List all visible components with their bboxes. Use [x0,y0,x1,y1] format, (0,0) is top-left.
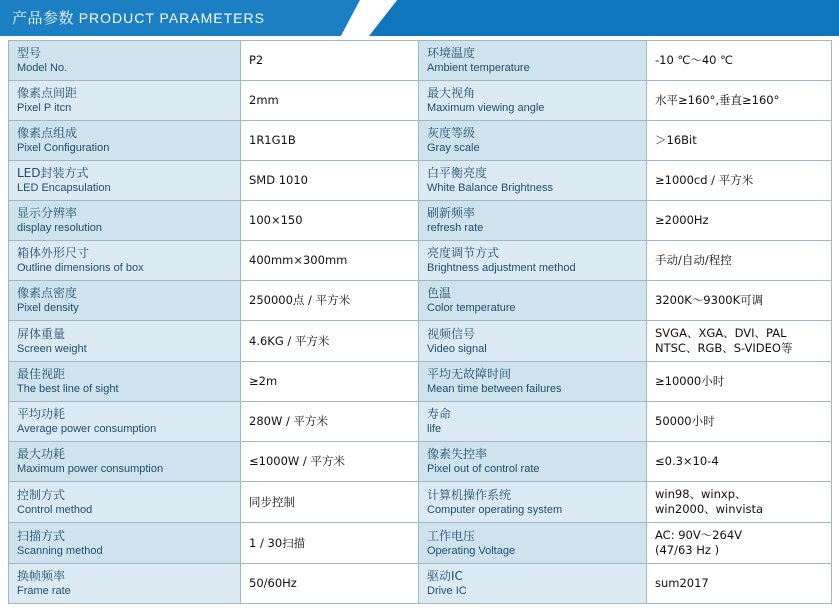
row-label-left-en: Pixel Configuration [17,142,110,154]
row-value-left-text: 250000点 / 平方米 [249,293,351,307]
row-value-right [647,523,832,564]
row-label-left-cn: 显示分辨率 [17,206,78,220]
row-value-left [241,482,419,523]
row-label-right-en: Mean time between failures [427,383,562,395]
row-label-left-cn: 像素点间距 [17,86,78,100]
row-value-right-text: 水平≥160°,垂直≥160° [655,93,780,107]
row-value-left [241,402,419,442]
row-value-left [241,121,419,161]
row-label-right-cn: 像素失控率 [427,447,488,461]
row-value-left [241,281,419,321]
row-label-left [9,281,241,321]
row-value-left [241,321,419,362]
row-label-left-en: Scanning method [17,544,103,557]
row-label-right-cn: 驱动IC [427,569,463,583]
row-value-right-text: 3200K～9300K可调 [655,293,764,307]
row-label-left-cn: LED封装方式 [17,166,89,180]
table-row [9,482,832,523]
row-label-left-en: Pixel P itcn [17,102,72,114]
row-value-left-text: 4.6KG / 平方米 [249,333,330,348]
row-label-left-cn: 屏体重量 [17,326,66,341]
row-label-left-cn: 箱体外形尺寸 [17,246,90,260]
page-title-cn: 产品参数 [12,9,75,27]
row-label-left [9,81,241,121]
row-value-left-text: SMD 1010 [249,173,308,187]
row-value-right [647,362,832,402]
row-value-right [647,161,832,201]
row-label-left [9,161,241,201]
row-label-left-en: The best line of sight [17,383,119,395]
row-label-right [419,564,647,604]
row-label-right [419,482,647,523]
row-value-left [241,362,419,402]
row-label-left [9,564,241,604]
table-row [9,241,832,281]
row-value-right [647,121,832,161]
row-label-right-en: Drive IC [427,585,467,597]
row-value-right-text-2: (47/63 Hz ) [655,543,720,557]
row-value-right [647,321,832,362]
row-value-left-text: 280W / 平方米 [249,414,329,428]
row-label-right [419,523,647,564]
row-label-right-en: Computer operating system [427,503,563,516]
row-value-left-text: 1R1G1B [249,133,296,147]
row-value-left [241,201,419,241]
table-row [9,402,832,442]
row-value-right-text: win98、winxp、 [655,487,747,501]
row-value-right-text: ≥1000cd / 平方米 [655,173,754,187]
row-label-left [9,201,241,241]
row-label-left-en: LED Encapsulation [17,182,111,194]
row-value-right [647,41,832,81]
row-value-right-text: -10 ℃～40 ℃ [655,53,734,67]
spec-table [8,40,832,604]
row-label-left-en: display resolution [17,222,102,234]
row-label-left [9,442,241,482]
row-label-left-cn: 换帧频率 [17,569,66,583]
row-value-left-text: ≤1000W / 平方米 [249,454,345,468]
table-row [9,121,832,161]
row-label-right [419,161,647,201]
row-label-right [419,442,647,482]
row-value-left-text: 同步控制 [249,494,295,509]
row-label-right-en: Operating Voltage [427,544,516,557]
row-label-left-en: Average power consumption [17,423,157,435]
row-label-left [9,482,241,523]
row-label-right-en: White Balance Brightness [427,182,553,194]
row-value-left-text: 1 / 30扫描 [249,535,306,550]
table-row [9,362,832,402]
row-label-left [9,321,241,362]
row-label-right-cn: 最大视角 [427,86,476,100]
row-value-right-text: 手动/自动/程控 [655,253,732,267]
row-label-right-cn: 工作电压 [427,528,476,543]
row-label-right-en: Gray scale [427,142,480,154]
row-value-right [647,281,832,321]
section-banner [0,0,839,36]
row-value-left [241,161,419,201]
row-label-right [419,321,647,362]
row-label-left-cn: 像素点组成 [17,126,78,140]
row-label-left-cn: 最大功耗 [17,447,66,461]
row-value-right [647,442,832,482]
banner-blue-right [369,0,839,36]
row-label-right-cn: 环境温度 [427,46,476,60]
row-label-left [9,402,241,442]
row-label-left-en: Screen weight [17,342,87,355]
row-label-left [9,362,241,402]
row-label-right-en: Brightness adjustment method [427,262,576,274]
row-label-right-cn: 色温 [427,286,452,300]
table-row [9,281,832,321]
row-label-right-en: Maximum viewing angle [427,102,545,114]
row-label-right-cn: 计算机操作系统 [427,487,512,502]
row-value-left [241,564,419,604]
row-value-right [647,81,832,121]
table-row [9,564,832,604]
row-label-right-cn: 亮度调节方式 [427,246,500,260]
table-row [9,81,832,121]
row-value-right-text: ＞16Bit [655,133,697,147]
row-value-left [241,442,419,482]
row-value-right-text: ≤0.3×10-4 [655,454,719,468]
table-row [9,201,832,241]
table-row [9,523,832,564]
row-label-right-en: life [427,423,442,435]
row-label-left-cn: 平均功耗 [17,407,66,421]
row-value-left-text: 400mm×300mm [249,253,348,267]
row-value-right [647,564,832,604]
row-value-right-text: sum2017 [655,576,709,590]
row-label-left-cn: 扫描方式 [17,528,66,543]
row-value-right-text: AC: 90V～264V [655,528,743,542]
spec-table-wrapper [0,36,839,604]
row-label-right [419,81,647,121]
row-label-right-cn: 视频信号 [427,326,476,341]
row-label-left-en: Outline dimensions of box [17,262,144,274]
row-label-right-en: Ambient temperature [427,62,530,74]
row-value-left-text: 100×150 [249,213,303,227]
row-label-right-cn: 寿命 [427,407,452,421]
row-value-right [647,201,832,241]
row-value-left-text: ≥2m [249,374,278,388]
row-label-left-en: Frame rate [17,585,71,597]
row-label-right [419,362,647,402]
row-value-right-text: 50000小时 [655,414,715,428]
page-title [12,7,265,30]
row-label-right-cn: 平均无故障时间 [427,367,512,381]
row-value-left-text: 50/60Hz [249,576,297,590]
row-value-left-text: P2 [249,53,264,67]
row-label-right-en: Color temperature [427,302,516,314]
row-value-left [241,81,419,121]
row-label-right [419,121,647,161]
row-label-left-en: Control method [17,503,93,516]
row-value-left [241,241,419,281]
row-label-right [419,402,647,442]
row-value-left [241,41,419,81]
row-label-left-en: Pixel density [17,302,79,314]
row-label-right-cn: 白平衡亮度 [427,166,488,180]
row-label-right-en: Video signal [427,342,487,355]
row-value-right [647,241,832,281]
row-value-right-text: ≥10000小时 [655,374,725,388]
row-value-right [647,402,832,442]
row-label-left [9,523,241,564]
row-label-left-cn: 像素点密度 [17,286,78,300]
row-label-left [9,121,241,161]
row-value-left [241,523,419,564]
row-label-right [419,41,647,81]
row-label-left-cn: 控制方式 [17,487,66,502]
row-value-left-text: 2mm [249,93,279,107]
row-label-left [9,41,241,81]
row-value-right-text-2: win2000、winvista [655,502,764,516]
row-label-right [419,241,647,281]
table-row [9,161,832,201]
row-label-right-en: refresh rate [427,222,484,234]
row-value-right [647,482,832,523]
row-label-left-cn: 最佳视距 [17,367,66,381]
row-value-right-text: ≥2000Hz [655,213,709,227]
row-value-right-text-2: NTSC、RGB、S-VIDEO等 [655,341,793,355]
page-title-en: PRODUCT PARAMETERS [78,10,265,26]
row-label-right-en: Pixel out of control rate [427,463,540,475]
row-label-left-en: Model No. [17,62,68,74]
row-label-left [9,241,241,281]
table-row [9,41,832,81]
row-label-right [419,281,647,321]
table-row [9,321,832,362]
row-label-left-en: Maximum power consumption [17,463,164,475]
row-label-left-cn: 型号 [17,46,42,60]
row-label-right-cn: 灰度等级 [427,126,476,140]
row-value-right-text: SVGA、XGA、DVI、PAL [655,326,787,340]
row-label-right-cn: 刷新频率 [427,206,476,220]
table-row [9,442,832,482]
row-label-right [419,201,647,241]
